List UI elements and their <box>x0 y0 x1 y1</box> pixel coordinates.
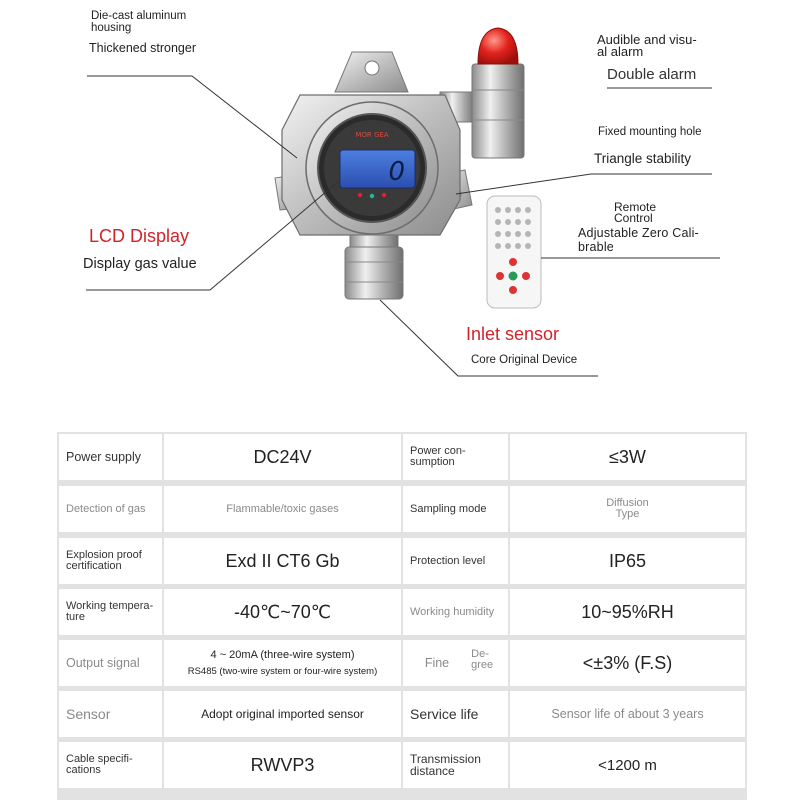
status-led-red-2 <box>382 193 386 197</box>
callout-mount-title: Fixed mounting hole <box>598 126 702 138</box>
callout-alarm-title <box>597 34 697 59</box>
spec-label-detection-gas: Detection of gas <box>59 486 162 532</box>
callout-alarm-line1: Audible and visu- <box>597 32 697 47</box>
spec-value-output-signal: 4 ~ 20mA (three-wire system) RS485 (two-wire system or four-wire system) <box>164 640 401 686</box>
spec-value-fine-degree: <±3% (F.S) <box>510 640 745 686</box>
spec-value-power-supply: DC24V <box>164 434 401 480</box>
spec-value-service-life: Sensor life of about 3 years <box>510 691 745 737</box>
spec-label-service-life: Service life <box>403 691 508 737</box>
spec-label-sensor: Sensor <box>59 691 162 737</box>
sensor-inlet <box>345 235 403 299</box>
callout-remote-sub <box>578 227 699 255</box>
spec-value-explosion-proof: Exd II CT6 Gb <box>164 538 401 584</box>
callout-alarm-sub: Double alarm <box>607 66 697 83</box>
spec-label-fine-degree: Fine De- gree <box>403 640 508 686</box>
spec-label-transmission-distance: Transmission distance <box>403 742 508 788</box>
spec-label-working-temperature: Working tempera- ture <box>59 589 162 635</box>
callout-remote-line2: Control <box>614 211 653 226</box>
status-led-red <box>358 193 362 197</box>
callout-housing-sub: Thickened stronger <box>89 41 197 55</box>
spec-label-output-signal: Output signal <box>59 640 162 686</box>
spec-value-power-consumption: ≤3W <box>510 434 745 480</box>
mounting-ear-top <box>335 52 408 92</box>
device-brand: MOR GEA <box>355 131 389 139</box>
remote-control-illustration <box>487 196 541 308</box>
callout-housing-line2: housing <box>91 22 132 35</box>
callout-remote-line1: Remote <box>614 200 657 214</box>
spec-value-working-humidity: 10~95%RH <box>510 589 745 635</box>
spec-label-power-consumption: Power con- sumption <box>403 434 508 480</box>
spec-value-detection-gas: Flammable/toxic gases <box>164 486 401 532</box>
spec-label-cable-specifications: Cable specifi- cations <box>59 742 162 788</box>
callout-housing-line1: Die-cast aluminum <box>91 10 187 22</box>
callout-remote-sub1: Adjustable Zero Cali- <box>578 226 699 240</box>
spec-value-sampling-mode: Diffusion Type <box>510 486 745 532</box>
callout-mount-sub: Triangle stability <box>594 151 692 166</box>
callout-alarm-line2: al alarm <box>597 44 644 60</box>
callout-remote-title <box>614 202 656 225</box>
spec-label-power-supply: Power supply <box>59 434 162 480</box>
spec-value-protection-level: IP65 <box>510 538 745 584</box>
spec-label-explosion-proof: Explosion proof certification <box>59 538 162 584</box>
lcd-value: 0 <box>388 157 405 187</box>
alarm-beacon <box>472 28 524 158</box>
spec-value-cable-specifications: RWVP3 <box>164 742 401 788</box>
spec-value-transmission-distance: <1200 m <box>510 742 745 788</box>
spec-value-working-temperature: -40℃~70℃ <box>164 589 401 635</box>
spec-label-protection-level: Protection level <box>403 538 508 584</box>
spec-label-working-humidity: Working humidity <box>403 589 508 635</box>
callout-lcd-title: LCD Display <box>89 226 190 246</box>
callout-remote-sub2: brable <box>578 239 614 254</box>
callout-housing-title <box>91 10 186 34</box>
spec-value-sensor: Adopt original imported sensor <box>164 691 401 737</box>
callout-inlet-sub: Core Original Device <box>471 354 578 366</box>
status-led-green <box>370 194 374 198</box>
callout-lcd-sub: Display gas value <box>83 256 197 272</box>
spec-table <box>57 432 747 800</box>
spec-label-sampling-mode: Sampling mode <box>403 486 508 532</box>
callout-inlet-title: Inlet sensor <box>466 324 560 344</box>
